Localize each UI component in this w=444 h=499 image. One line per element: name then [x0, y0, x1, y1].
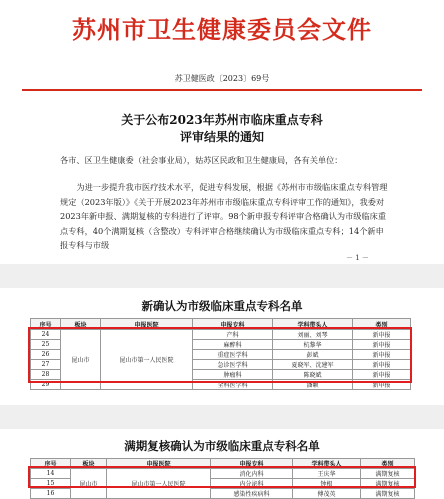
row-lead: 刘丽、刘琴	[273, 330, 353, 340]
row-lead: 潘颖	[273, 380, 353, 390]
header-block: 板块	[61, 319, 101, 330]
header-type: 类别	[361, 459, 415, 469]
table-row	[31, 469, 415, 479]
row-dept: 肿瘤科	[193, 370, 273, 380]
row-lead: 陈晓斌	[273, 370, 353, 380]
header-hospital: 申报医院	[101, 319, 193, 330]
document-number: 苏卫健医政〔2023〕69号	[174, 74, 270, 83]
row-type: 满期复核	[361, 469, 415, 479]
letterhead-title: 苏州市卫生健康委员会文件	[72, 15, 372, 44]
row-lead: 钟根	[293, 479, 361, 489]
row-dept: 产科	[193, 330, 273, 340]
row-type: 新申报	[353, 330, 411, 340]
row-no: 24	[31, 330, 61, 340]
header-no: 序号	[31, 459, 71, 469]
table-row	[31, 330, 411, 340]
header-dept: 申报专科	[193, 319, 273, 330]
page-separator	[0, 405, 444, 429]
table-header-row	[31, 459, 415, 469]
row-dept: 内分泌科	[211, 479, 293, 489]
notice-title-line-2: 评审结果的通知	[179, 130, 264, 144]
page-separator	[0, 264, 444, 288]
row-dept: 消化内科	[211, 469, 293, 479]
row-no: 15	[31, 479, 71, 489]
row-dept: 感染性疾病科	[211, 489, 293, 499]
row-no: 16	[31, 489, 71, 499]
header-type: 类别	[353, 319, 411, 330]
header-no: 序号	[31, 319, 61, 330]
row-block: 昆山市	[61, 330, 101, 390]
renewal-specialty-table	[30, 458, 415, 499]
row-no: 27	[31, 360, 61, 370]
header-lead: 学科带头人	[273, 319, 353, 330]
row-hospital: 昆山市第一人民医院	[101, 330, 193, 390]
row-lead: 彭斌	[273, 350, 353, 360]
row-type: 满期复核	[361, 479, 415, 489]
row-no: 28	[31, 370, 61, 380]
row-type: 新申报	[353, 370, 411, 380]
notice-title-line-1: 关于公布2023年苏州市临床重点专科	[121, 113, 323, 127]
row-lead: 杭黎华	[273, 340, 353, 350]
new-specialty-table	[30, 318, 411, 390]
row-type: 满期复核	[361, 489, 415, 499]
page-number: － 1 －	[346, 254, 369, 262]
header-block: 板块	[71, 459, 107, 469]
table-header-row	[31, 319, 411, 330]
header-lead: 学科带头人	[293, 459, 361, 469]
row-type: 新申报	[353, 380, 411, 390]
row-no: 29	[31, 380, 61, 390]
renewal-list-title: 满期复核确认为市级临床重点专科名单	[124, 439, 320, 453]
row-type: 新申报	[353, 340, 411, 350]
row-no: 26	[31, 350, 61, 360]
header-hospital: 申报医院	[107, 459, 211, 469]
header-dept: 申报专科	[211, 459, 293, 469]
row-hospital: 昆山市第一人民医院	[107, 469, 211, 499]
row-dept: 急诊医学科	[193, 360, 273, 370]
row-block: 昆山市	[71, 469, 107, 499]
letterhead-divider	[22, 89, 422, 91]
row-no: 25	[31, 340, 61, 350]
row-lead: 王庆华	[293, 469, 361, 479]
row-dept: 重症医学科	[193, 350, 273, 360]
new-list-title: 新确认为市级临床重点专科名单	[141, 299, 303, 313]
row-dept: 全科医学科	[193, 380, 273, 390]
row-lead: 傅茂英	[293, 489, 361, 499]
row-type: 新申报	[353, 360, 411, 370]
row-type: 新申报	[353, 350, 411, 360]
row-no: 14	[31, 469, 71, 479]
row-dept: 麻醉科	[193, 340, 273, 350]
addressee: 各市、区卫生健康委（社会事业局），姑苏区民政和卫生健康局，各有关单位：	[60, 155, 343, 165]
row-lead: 夏晓军、沈建军	[273, 360, 353, 370]
notice-body: 为进一步提升我市医疗技术水平，促进专科发展，根据《苏州市市级临床重点专科管理规定（2023年版）》《关于开展2023年苏州市市级临床重点专科评审工作的通知》，我委对2023年新申报、满期复核的专科进行了评审。98个新申报专科评审合格确认为市级临床重点专科，40个满期复核（含整改）专科评审合格继续确认为市级临床重点专科；14个新申报专科与市级	[60, 182, 388, 250]
